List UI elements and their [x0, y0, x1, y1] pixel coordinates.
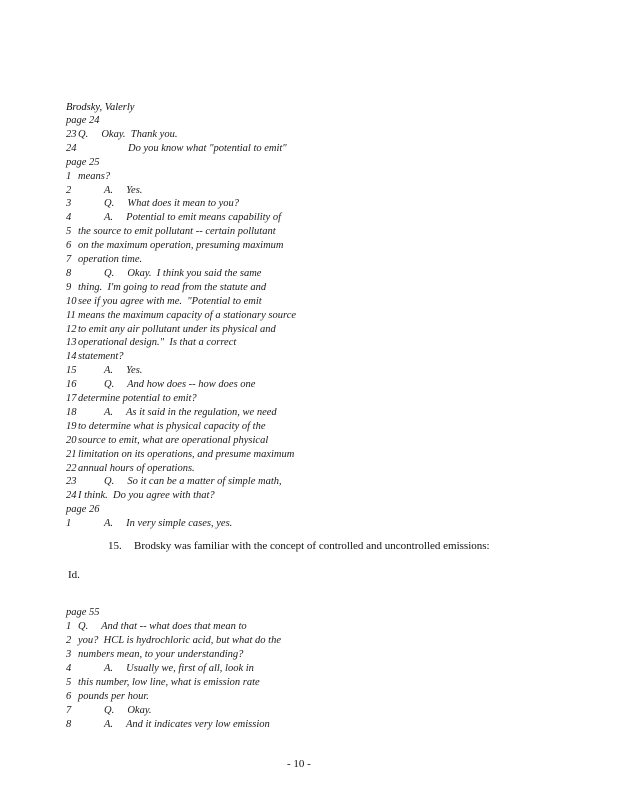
line-text: to emit any air pollutant under its physical and — [78, 323, 276, 335]
line-text: page 25 — [66, 156, 100, 168]
line-text: page 26 — [66, 504, 100, 516]
transcript-line — [0, 253, 560, 266]
id-citation: Id. — [68, 569, 80, 581]
transcript-page-marker — [0, 156, 560, 169]
transcript-line — [0, 184, 560, 197]
line-number: 2 — [66, 184, 72, 196]
line-number: 19 — [66, 420, 77, 432]
transcript-line — [0, 676, 560, 689]
transcript-line — [0, 364, 560, 377]
line-number: 3 — [66, 198, 72, 210]
transcript-line — [0, 170, 560, 183]
line-number: 12 — [66, 323, 77, 335]
line-number: 7 — [66, 705, 72, 716]
transcript-line — [0, 128, 560, 141]
transcript-page-marker — [0, 503, 560, 516]
line-text: operation time. — [78, 254, 143, 265]
transcript-line — [0, 197, 560, 210]
line-number: 13 — [66, 337, 77, 349]
line-text: A. In very simple cases, yes. — [104, 518, 233, 530]
transcript-line — [0, 225, 560, 238]
line-text: I think. Do you agree with that? — [78, 490, 215, 502]
transcript-line — [0, 267, 560, 280]
line-text: page 24 — [66, 115, 100, 126]
transcript-line — [0, 648, 560, 661]
line-text: Q. And how does -- how does one — [104, 379, 256, 391]
transcript-line — [0, 690, 560, 703]
transcript-line — [0, 420, 560, 433]
line-text: means? — [78, 170, 111, 182]
transcript-line — [0, 378, 560, 391]
transcript-line — [0, 323, 560, 336]
line-text: the source to emit pollutant -- certain pollutant — [78, 226, 276, 238]
transcript-line — [0, 448, 560, 461]
transcript-line — [0, 634, 560, 647]
transcript-line — [0, 489, 560, 502]
transcript-line — [0, 517, 560, 530]
transcript-line — [0, 392, 560, 405]
line-text: annual hours of operations. — [78, 462, 195, 474]
transcript-page-marker — [0, 114, 560, 127]
line-text: numbers mean, to your understanding? — [78, 649, 244, 660]
paragraph-number: 15. — [108, 540, 122, 552]
line-text: pounds per hour. — [78, 691, 149, 702]
line-number: 5 — [66, 226, 72, 238]
line-number: 6 — [66, 240, 72, 252]
line-number: 8 — [66, 267, 72, 279]
line-number: 20 — [66, 434, 77, 446]
line-number: 23 — [66, 476, 77, 488]
line-text: limitation on its operations, and presume maximum — [78, 448, 295, 460]
line-number: 24 — [66, 142, 77, 154]
line-text: this number, low line, what is emission rate — [78, 677, 260, 688]
transcript-page-marker — [0, 606, 560, 619]
transcript-line — [0, 309, 560, 322]
line-number: 4 — [66, 212, 72, 224]
line-text: A. Yes. — [104, 184, 143, 196]
line-number: 15 — [66, 365, 77, 377]
transcript-line — [0, 406, 560, 419]
line-text: A. Usually we, first of all, look in — [104, 663, 254, 674]
transcript-line — [0, 211, 560, 224]
line-number: 17 — [66, 393, 77, 404]
line-text: Q. Okay. — [104, 705, 152, 716]
line-number: 14 — [66, 351, 77, 363]
line-text: Q. Okay. I think you said the same — [104, 267, 262, 279]
transcript-line — [0, 718, 560, 731]
line-number: 5 — [66, 677, 72, 688]
line-number: 3 — [66, 649, 72, 660]
line-number: 22 — [66, 462, 77, 474]
line-text: on the maximum operation, presuming maximum — [78, 240, 284, 252]
line-number: 8 — [66, 719, 72, 730]
transcript-line — [0, 620, 560, 633]
line-number: 21 — [66, 448, 77, 460]
line-text: A. Yes. — [104, 365, 143, 377]
transcript-line — [0, 239, 560, 252]
line-text: source to emit, what are operational physical — [78, 434, 269, 446]
transcript-line — [0, 662, 560, 675]
line-text: thing. I'm going to read from the statute and — [78, 281, 267, 293]
line-text: operational design." Is that a correct — [78, 337, 237, 349]
line-text: you? HCL is hydrochloric acid, but what do the — [78, 635, 281, 646]
line-text: means the maximum capacity of a stationary source — [78, 309, 297, 321]
line-text: see if you agree with me. "Potential to emit — [78, 295, 262, 307]
line-text: determine potential to emit? — [78, 393, 197, 404]
line-text: page 55 — [66, 607, 100, 618]
line-text: statement? — [78, 351, 124, 363]
line-text: to determine what is physical capacity of the — [78, 420, 266, 432]
line-number: 9 — [66, 281, 72, 293]
transcript-line — [0, 336, 560, 349]
line-number: 1 — [66, 518, 72, 530]
line-number: 23 — [66, 128, 77, 140]
line-number: 2 — [66, 635, 72, 646]
transcript-line — [0, 281, 560, 294]
line-number: 1 — [66, 170, 72, 182]
line-number: 4 — [66, 663, 72, 674]
line-text: Do you know what "potential to emit" — [128, 142, 287, 154]
line-text: A. And it indicates very low emission — [104, 719, 270, 730]
line-number: 18 — [66, 406, 77, 418]
line-number: 10 — [66, 295, 77, 307]
page-number: - 10 - — [287, 758, 311, 770]
transcript-line — [0, 295, 560, 308]
line-text: Q. And that -- what does that mean to — [78, 621, 247, 632]
witness-name: Brodsky, Valerly — [66, 102, 135, 113]
line-number: 1 — [66, 621, 72, 632]
transcript-line — [0, 350, 560, 363]
transcript-line — [0, 462, 560, 475]
line-number: 24 — [66, 490, 77, 502]
transcript-line — [0, 142, 560, 155]
line-text: A. As it said in the regulation, we need — [104, 406, 277, 418]
paragraph-text: Brodsky was familiar with the concept of controlled and uncontrolled emissions: — [134, 540, 490, 552]
line-text: Q. What does it mean to you? — [104, 198, 240, 210]
transcript-line — [0, 704, 560, 717]
line-number: 6 — [66, 691, 72, 702]
line-number: 16 — [66, 379, 77, 391]
line-text: Q. Okay. Thank you. — [78, 128, 178, 140]
line-number: 11 — [66, 309, 76, 321]
transcript-line — [0, 475, 560, 488]
transcript-line — [0, 434, 560, 447]
line-text: Q. So it can be a matter of simple math, — [104, 476, 282, 488]
line-text: A. Potential to emit means capability of — [104, 212, 282, 224]
line-number: 7 — [66, 254, 72, 265]
